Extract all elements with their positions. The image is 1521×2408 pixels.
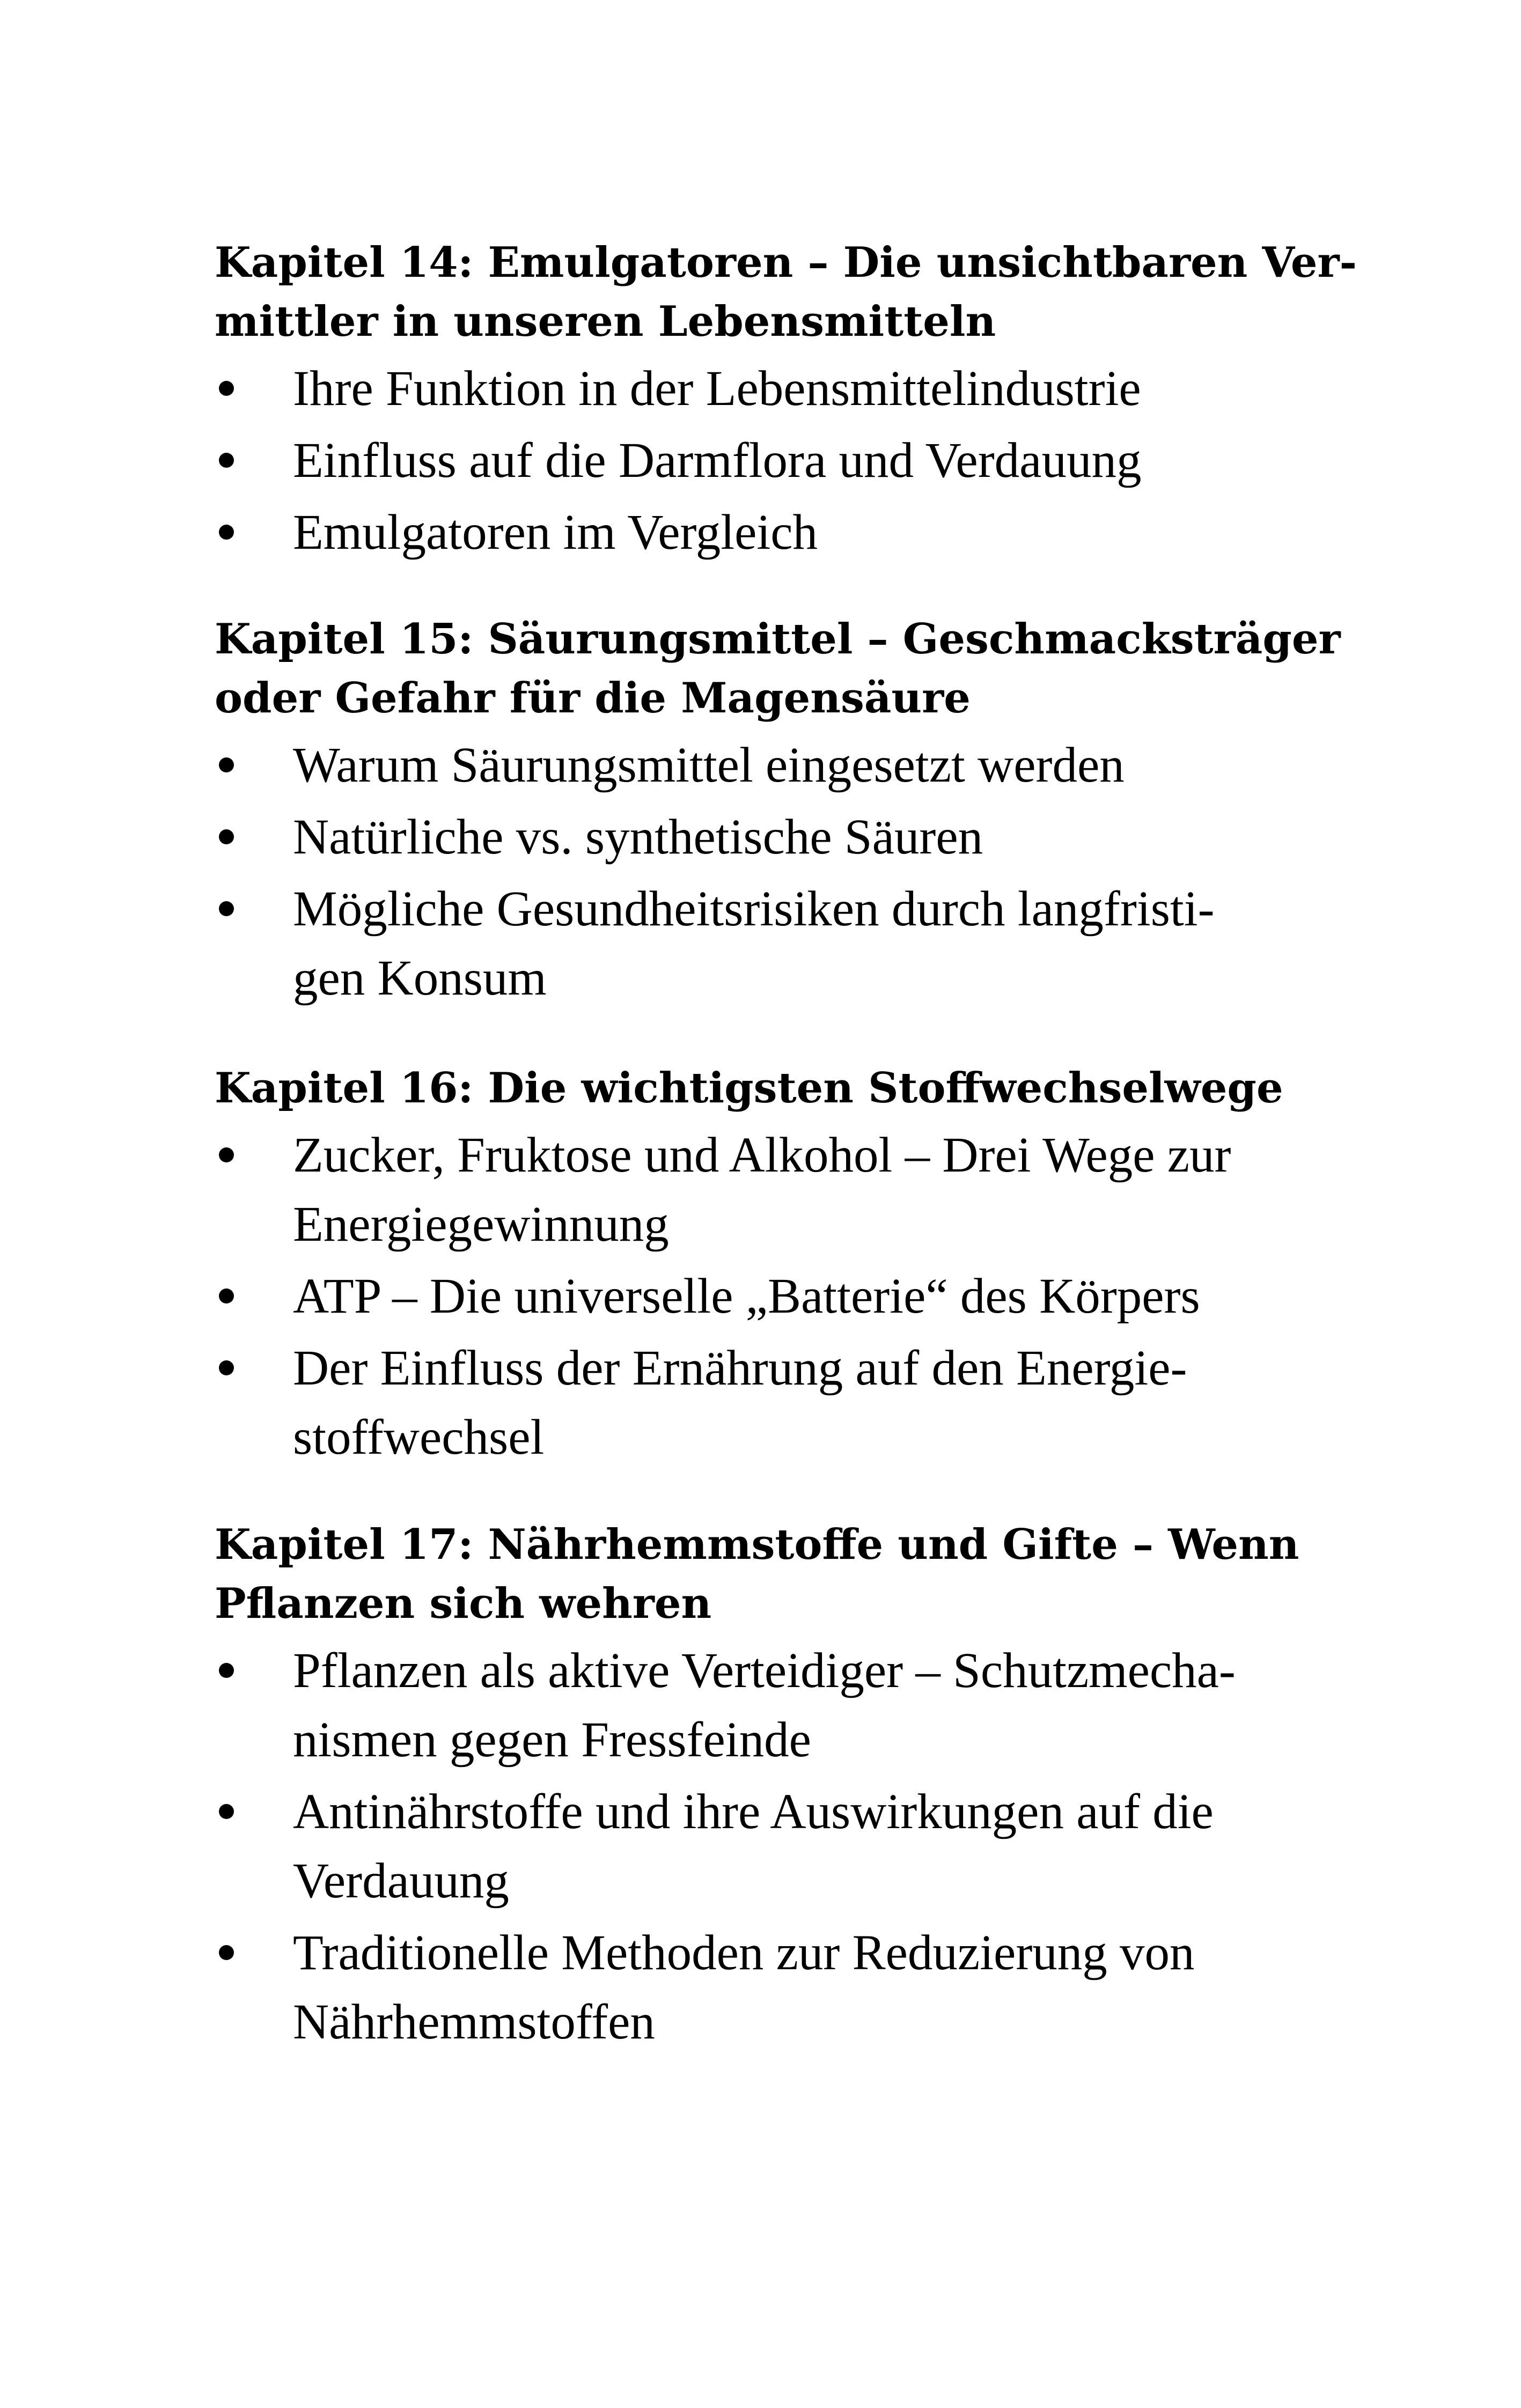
list-item-text: Traditionelle Methoden zur Reduzierung von (293, 1925, 1195, 1980)
bullet-icon (219, 1663, 234, 1678)
bullet-icon (219, 757, 234, 772)
list-item-text: Verdauung (293, 1853, 509, 1909)
list-item-text: Ihre Funktion in der Lebensmittelindustrie (293, 361, 1141, 416)
bullet-icon (219, 1288, 234, 1304)
chapter-title-line: Kapitel 16: Die wichtigsten Stoffwechselwege (215, 1064, 1283, 1113)
chapter-title-line: Kapitel 14: Emulgatoren – Die unsichtbaren Ver- (215, 238, 1357, 287)
list-item (215, 1334, 1320, 1472)
list-item-text: Zucker, Fruktose und Alkohol – Drei Wege zur (293, 1128, 1231, 1183)
chapter-title (215, 233, 1357, 351)
list-item (215, 1262, 1320, 1331)
list-item-text: Warum Säurungsmittel eingesetzt werden (293, 738, 1125, 793)
list-item (215, 1777, 1320, 1916)
list-item-text: ATP – Die universelle „Batterie“ des Körpers (293, 1269, 1200, 1324)
bullet-icon (219, 1945, 234, 1960)
list-item-text: nismen gegen Fressfeinde (293, 1712, 811, 1768)
list-item-text: Antinährstoffe und ihre Auswirkungen auf die (293, 1784, 1214, 1839)
chapter-title (215, 610, 1341, 728)
bullet-icon (219, 1804, 234, 1819)
list-item-text: Nährhemmstoffen (293, 1994, 655, 2050)
chapter-title-line: mittler in unseren Lebensmitteln (215, 297, 996, 346)
list-item-text: Natürliche vs. synthetische Säuren (293, 809, 983, 865)
list-item-text: stoffwechsel (293, 1410, 545, 1465)
chapter-16 (215, 1059, 1320, 1472)
chapter-title (215, 1515, 1320, 1633)
list-item (215, 1636, 1320, 1774)
chapter-title-line: Kapitel 15: Säurungsmittel – Geschmacksträger (215, 615, 1341, 664)
list-item-text: Pflanzen als aktive Verteidiger – Schutzmecha- (293, 1643, 1236, 1698)
chapter-15 (215, 610, 1341, 1013)
list-item (215, 498, 1320, 567)
bullet-icon (219, 1147, 234, 1162)
list-item-text: Energiegewinnung (293, 1197, 669, 1252)
list-item (215, 874, 1320, 1013)
list-item (215, 1121, 1320, 1259)
list-item (215, 1918, 1320, 2057)
bullet-icon (219, 453, 234, 468)
bullet-icon (219, 829, 234, 844)
list-item-text: gen Konsum (293, 951, 547, 1006)
chapter-17 (215, 1515, 1320, 2057)
bullet-icon (219, 901, 234, 916)
chapter-title-line: Kapitel 17: Nährhemmstoffe und Gifte – Wenn (215, 1520, 1299, 1569)
list-item (215, 802, 1320, 872)
chapter-title (215, 1059, 1320, 1118)
bullet-icon (219, 1360, 234, 1375)
chapter-14 (215, 233, 1357, 567)
list-item-text: Der Einfluss der Ernährung auf den Energie- (293, 1341, 1187, 1396)
list-item (215, 426, 1320, 495)
bullet-icon (219, 381, 234, 396)
list-item-text: Mögliche Gesundheitsrisiken durch langfristi- (293, 881, 1215, 937)
chapter-title-line: oder Gefahr für die Magensäure (215, 674, 971, 723)
list-item-text: Einfluss auf die Darmflora und Verdauung (293, 433, 1142, 488)
list-item-text: Emulgatoren im Vergleich (293, 505, 818, 560)
bullet-icon (219, 525, 234, 540)
chapter-title-line: Pflanzen sich wehren (215, 1579, 712, 1628)
list-item (215, 354, 1320, 423)
list-item (215, 731, 1320, 800)
